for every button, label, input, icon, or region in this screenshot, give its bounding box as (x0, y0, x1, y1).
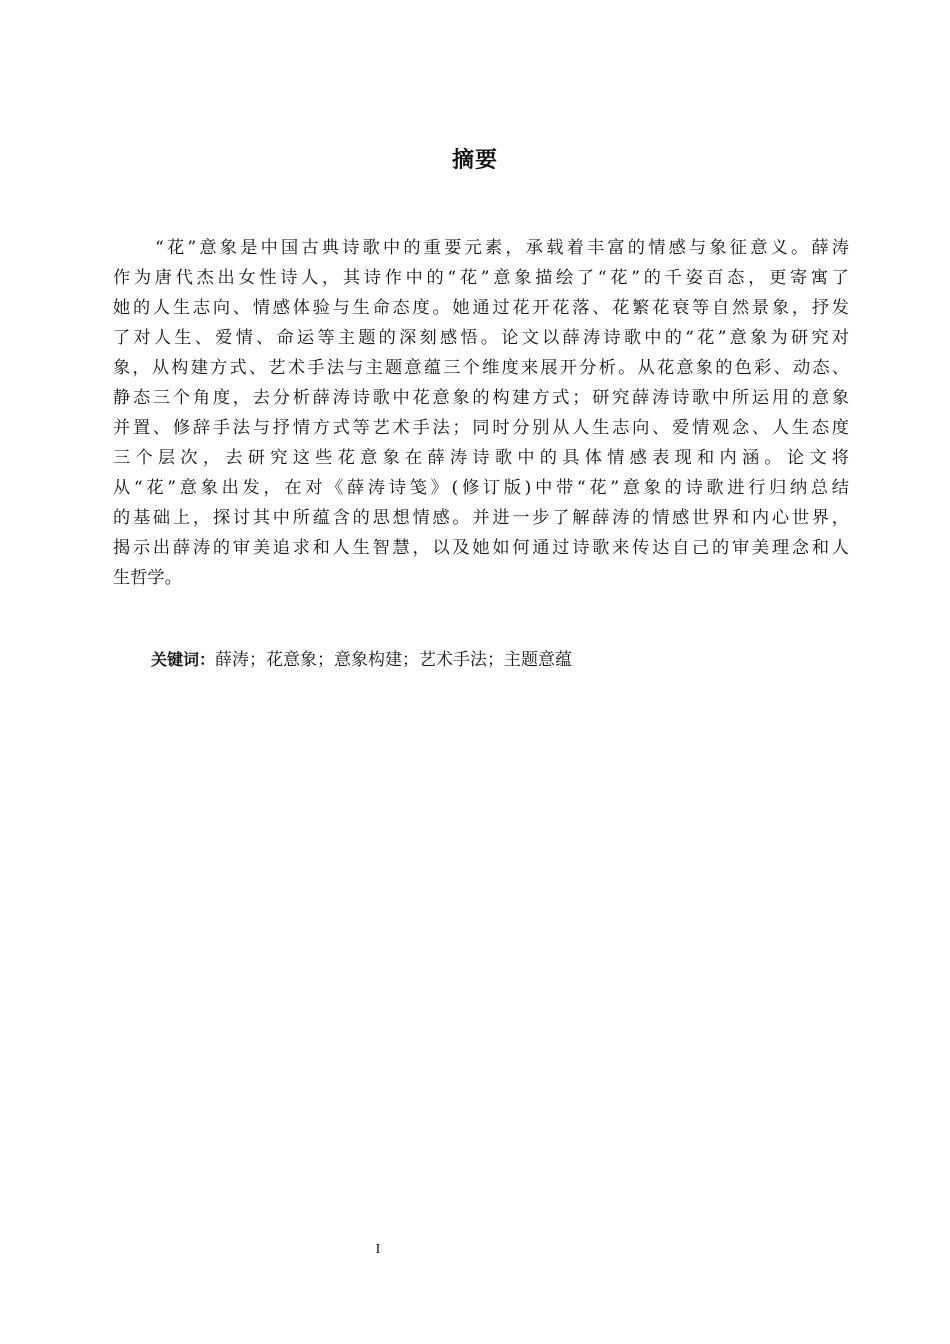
abstract-line: 作为唐代杰出女性诗人，其诗作中的“花”意象描绘了“花”的千姿百态，更寄寓了 (113, 268, 849, 288)
abstract-line: 她的人生志向、情感体验与生命态度。她通过花开花落、花繁花衰等自然景象，抒发 (113, 298, 849, 318)
abstract-line: 三个层次，去研究这些花意象在薛涛诗歌中的具体情感表现和内涵。论文将 (113, 448, 849, 468)
abstract-line: 并置、修辞手法与抒情方式等艺术手法；同时分别从人生志向、爱情观念、人生态度 (113, 418, 849, 438)
abstract-line: 揭示出薛涛的审美追求和人生智慧，以及她如何通过诗歌来传达自己的审美理念和人 (113, 538, 849, 558)
abstract-line: 静态三个角度，去分析薛涛诗歌中花意象的构建方式；研究薛涛诗歌中所运用的意象 (113, 388, 849, 408)
abstract-line: 从“花”意象出发，在对《薛涛诗笺》(修订版)中带“花”意象的诗歌进行归纳总结 (113, 478, 849, 498)
abstract-line: “花”意象是中国古典诗歌中的重要元素，承载着丰富的情感与象征意义。薛涛 (155, 238, 849, 258)
keywords-values: 薛涛；花意象；意象构建；艺术手法；主题意蕴 (215, 650, 573, 670)
keywords-label: 关键词： (151, 650, 216, 669)
abstract-line: 的基础上，探讨其中所蕴含的思想情感。并进一步了解薛涛的情感世界和内心世界， (113, 508, 849, 528)
abstract-line: 象，从构建方式、艺术手法与主题意蕴三个维度来展开分析。从花意象的色彩、动态、 (113, 358, 849, 378)
keywords-line (151, 645, 572, 675)
page-title: 摘要 (451, 148, 498, 173)
abstract-body (113, 233, 849, 593)
page-number: I (375, 1242, 381, 1257)
abstract-line: 生哲学。 (113, 568, 182, 588)
abstract-line: 了对人生、爱情、命运等主题的深刻感悟。论文以薛涛诗歌中的“花”意象为研究对 (113, 328, 849, 348)
